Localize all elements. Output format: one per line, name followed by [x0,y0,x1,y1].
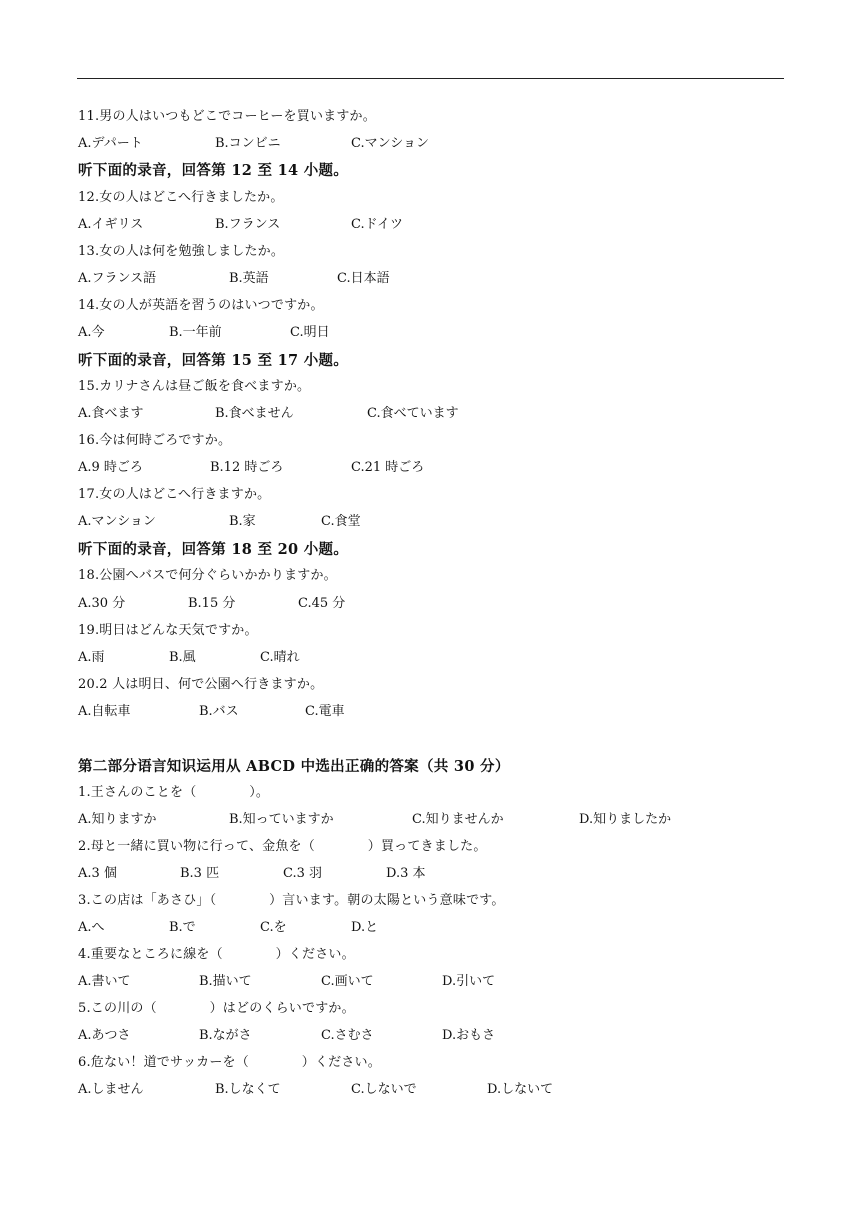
q13-option-c: C.日本語 [337,271,390,286]
section-heading-18-20: 听下面的录音，回答第 18 至 20 小题。 [78,541,349,558]
p2q2-option-d: D.3 本 [386,866,426,881]
q19-option-c: C.晴れ [260,650,300,665]
p2q6-option-c: C.しないで [351,1082,417,1097]
p2q5-option-d: D.おもさ [442,1028,496,1043]
header-rule [77,78,784,79]
p2q5-option-b: B.ながさ [199,1028,252,1043]
q17-option-b: B.家 [229,514,256,529]
p2q3-option-c: C.を [260,920,287,935]
q14-option-a: A.今 [78,325,105,340]
q16-option-a: A.9 時ごろ [78,460,143,475]
question-12: 12.女の人はどこへ行きましたか。 [78,190,284,205]
section-heading-12-14: 听下面的录音，回答第 12 至 14 小题。 [78,162,349,179]
p2q3-option-a: A.へ [78,920,105,935]
section-heading-15-17: 听下面的录音，回答第 15 至 17 小题。 [78,352,349,369]
p2q1-option-d: D.知りましたか [579,812,672,827]
part2-question-2: 2.母と一緒に買い物に行って、金魚を（ ）買ってきました。 [78,839,487,854]
q16-option-c: C.21 時ごろ [351,460,425,475]
question-18: 18.公園へバスで何分ぐらいかかりますか。 [78,568,337,583]
q13-option-a: A.フランス語 [78,271,157,286]
p2q3-option-d: D.と [351,920,379,935]
p2q4-option-c: C.画いて [321,974,374,989]
q12-option-b: B.フランス [215,217,281,232]
p2q4-option-a: A.書いて [78,974,131,989]
p2q5-option-c: C.さむさ [321,1028,374,1043]
q18-option-b: B.15 分 [188,596,236,611]
q11-option-c: C.マンション [351,136,430,151]
p2q5-option-a: A.あつさ [78,1028,131,1043]
question-14: 14.女の人が英語を習うのはいつですか。 [78,298,324,313]
q18-option-c: C.45 分 [298,596,346,611]
part2-question-6: 6.危ない！道でサッカーを（ ）ください。 [78,1055,381,1070]
q19-option-b: B.風 [169,650,196,665]
q19-option-a: A.雨 [78,650,105,665]
q14-option-b: B.一年前 [169,325,222,340]
p2q6-option-b: B.しなくて [215,1082,281,1097]
p2q2-option-a: A.3 個 [78,866,117,881]
question-11: 11.男の人はいつもどこでコーヒーを買いますか。 [78,109,376,124]
p2q3-option-b: B.で [169,920,196,935]
q17-option-a: A.マンション [78,514,156,529]
question-16: 16.今は何時ごろですか。 [78,433,232,448]
part2-question-5: 5.この川の（ ）はどのくらいですか。 [78,1001,355,1016]
question-19: 19.明日はどんな天気ですか。 [78,623,258,638]
q11-option-b: B.コンビニ [215,136,281,151]
p2q6-option-a: A.しません [78,1082,144,1097]
q20-option-b: B.バス [199,704,239,719]
q12-option-c: C.ドイツ [351,217,403,232]
q17-option-c: C.食堂 [321,514,361,529]
q14-option-c: C.明日 [290,325,330,340]
q15-option-b: B.食べません [215,406,294,421]
p2q1-option-a: A.知りますか [78,812,157,827]
q18-option-a: A.30 分 [78,596,126,611]
part2-question-3: 3.この店は「あさひ」（ ）言います。朝の太陽という意味です。 [78,893,505,908]
p2q4-option-b: B.描いて [199,974,252,989]
q15-option-c: C.食べています [367,406,459,421]
part2-question-4: 4.重要なところに線を（ ）ください。 [78,947,355,962]
p2q6-option-d: D.しないて [487,1082,554,1097]
p2q2-option-b: B.3 匹 [180,866,220,881]
q12-option-a: A.イギリス [78,217,144,232]
p2q2-option-c: C.3 羽 [283,866,323,881]
q11-option-a: A.デパート [78,136,143,151]
q20-option-a: A.自転車 [78,704,131,719]
question-15: 15.カリナさんは昼ご飯を食べますか。 [78,379,311,394]
part2-heading: 第二部分语言知识运用从 ABCD 中选出正确的答案（共 30 分） [78,758,510,775]
q13-option-b: B.英語 [229,271,269,286]
p2q4-option-d: D.引いて [442,974,496,989]
question-17: 17.女の人はどこへ行きますか。 [78,487,271,502]
p2q1-option-c: C.知りませんか [412,812,504,827]
q16-option-b: B.12 時ごろ [210,460,284,475]
p2q1-option-b: B.知っていますか [229,812,334,827]
q15-option-a: A.食べます [78,406,144,421]
part2-question-1: 1.王さんのことを（ ）。 [78,785,270,800]
question-20: 20.2 人は明日、何で公園へ行きますか。 [78,677,324,692]
q20-option-c: C.電車 [305,704,345,719]
question-13: 13.女の人は何を勉強しましたか。 [78,244,285,259]
